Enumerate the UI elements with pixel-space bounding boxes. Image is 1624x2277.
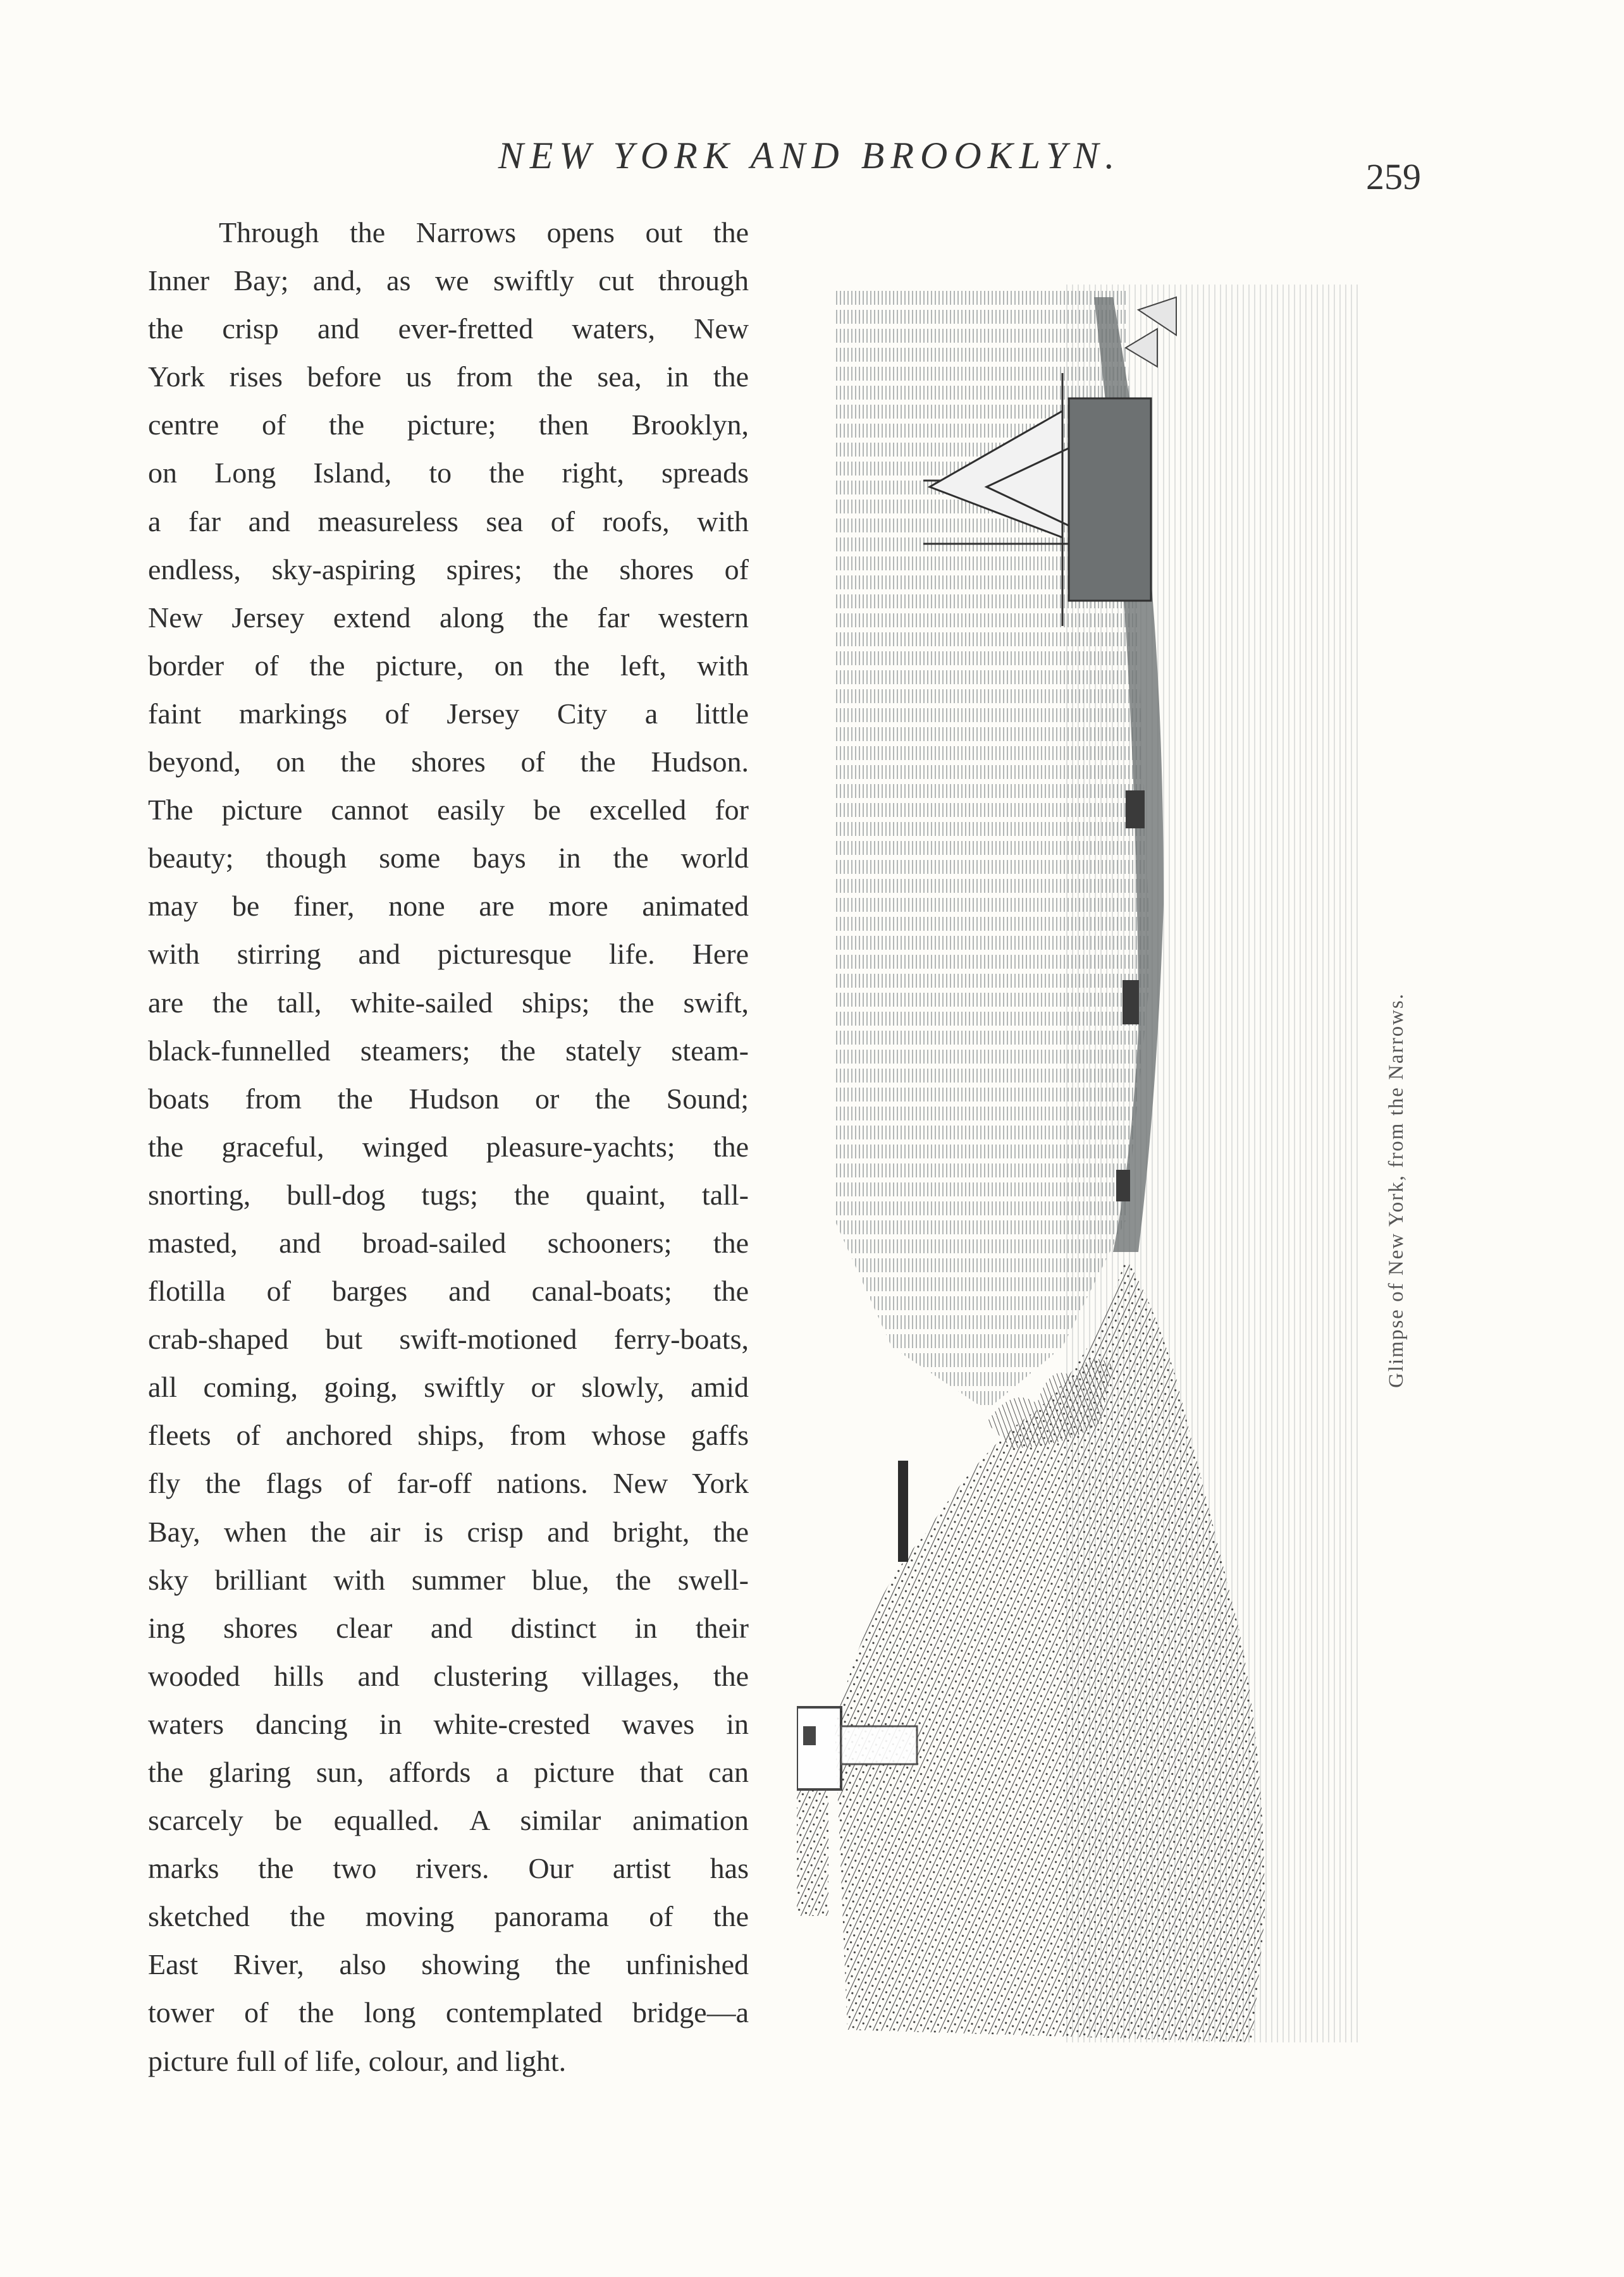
text-line: New Jersey extend along the far western bbox=[148, 601, 749, 634]
text-line: masted, and broad-sailed schooners; the bbox=[148, 1226, 749, 1259]
text-line: wooded hills and clustering villages, the bbox=[148, 1659, 749, 1692]
text-line: endless, sky-aspiring spires; the shores of bbox=[148, 553, 749, 586]
text-line: York rises before us from the sea, in the bbox=[148, 360, 749, 393]
text-line: ing shores clear and distinct in their bbox=[148, 1611, 749, 1644]
text-line: beauty; though some bays in the world bbox=[148, 842, 749, 875]
text-line: black-funnelled steamers; the stately steam- bbox=[148, 1034, 749, 1067]
text-line: flotilla of barges and canal-boats; the bbox=[148, 1275, 749, 1308]
text-line: the graceful, winged pleasure-yachts; the bbox=[148, 1130, 749, 1163]
running-head: NEW YORK AND BROOKLYN. bbox=[498, 135, 1121, 176]
text-line: tower of the long contemplated bridge—a bbox=[148, 1996, 749, 2029]
text-line: may be finer, none are more animated bbox=[148, 890, 749, 923]
text-line: faint markings of Jersey City a little bbox=[148, 697, 749, 730]
text-line: sketched the moving panorama of the bbox=[148, 1900, 749, 1933]
text-line: Bay, when the air is crisp and bright, the bbox=[148, 1515, 749, 1548]
text-line: picture full of life, colour, and light. bbox=[148, 2044, 567, 2077]
text-line: beyond, on the shores of the Hudson. bbox=[148, 746, 749, 778]
text-line: fleets of anchored ships, from whose gaffs bbox=[148, 1419, 749, 1452]
text-line: marks the two rivers. Our artist has bbox=[148, 1852, 749, 1885]
text-line: are the tall, white-sailed ships; the swift, bbox=[148, 986, 749, 1019]
post bbox=[898, 1461, 908, 1562]
harbor-engraving bbox=[797, 272, 1379, 2055]
text-line: scarcely be equalled. A similar animation bbox=[148, 1804, 749, 1837]
text-line: a far and measureless sea of roofs, with bbox=[148, 505, 749, 537]
body-text bbox=[148, 209, 749, 2085]
text-line: with stirring and picturesque life. Here bbox=[148, 938, 749, 971]
text-line: East River, also showing the unfinished bbox=[148, 1948, 749, 1981]
text-line: border of the picture, on the left, with bbox=[148, 649, 749, 682]
text-line: the glaring sun, affords a picture that can bbox=[148, 1756, 749, 1788]
text-line: the crisp and ever-fretted waters, New bbox=[148, 312, 749, 345]
text-line: Inner Bay; and, as we swiftly cut through bbox=[148, 264, 749, 297]
text-line: fly the flags of far-off nations. New York bbox=[148, 1467, 749, 1500]
text-line: Through the Narrows opens out the bbox=[219, 216, 749, 249]
text-line: centre of the picture; then Brooklyn, bbox=[148, 408, 749, 441]
text-line: The picture cannot easily be excelled for bbox=[148, 794, 749, 826]
text-line: snorting, bull-dog tugs; the quaint, tall- bbox=[148, 1178, 749, 1211]
text-line: waters dancing in white-crested waves in bbox=[148, 1707, 749, 1740]
text-line: crab-shaped but swift-motioned ferry-boats, bbox=[148, 1323, 749, 1356]
text-line: boats from the Hudson or the Sound; bbox=[148, 1082, 749, 1115]
page-number: 259 bbox=[1366, 156, 1421, 197]
text-line: on Long Island, to the right, spreads bbox=[148, 457, 749, 489]
text-line: sky brilliant with summer blue, the swell- bbox=[148, 1563, 749, 1596]
text-line: all coming, going, swiftly or slowly, amid bbox=[148, 1371, 749, 1404]
illustration-caption: Glimpse of New York, from the Narrows. bbox=[1385, 992, 1408, 1388]
